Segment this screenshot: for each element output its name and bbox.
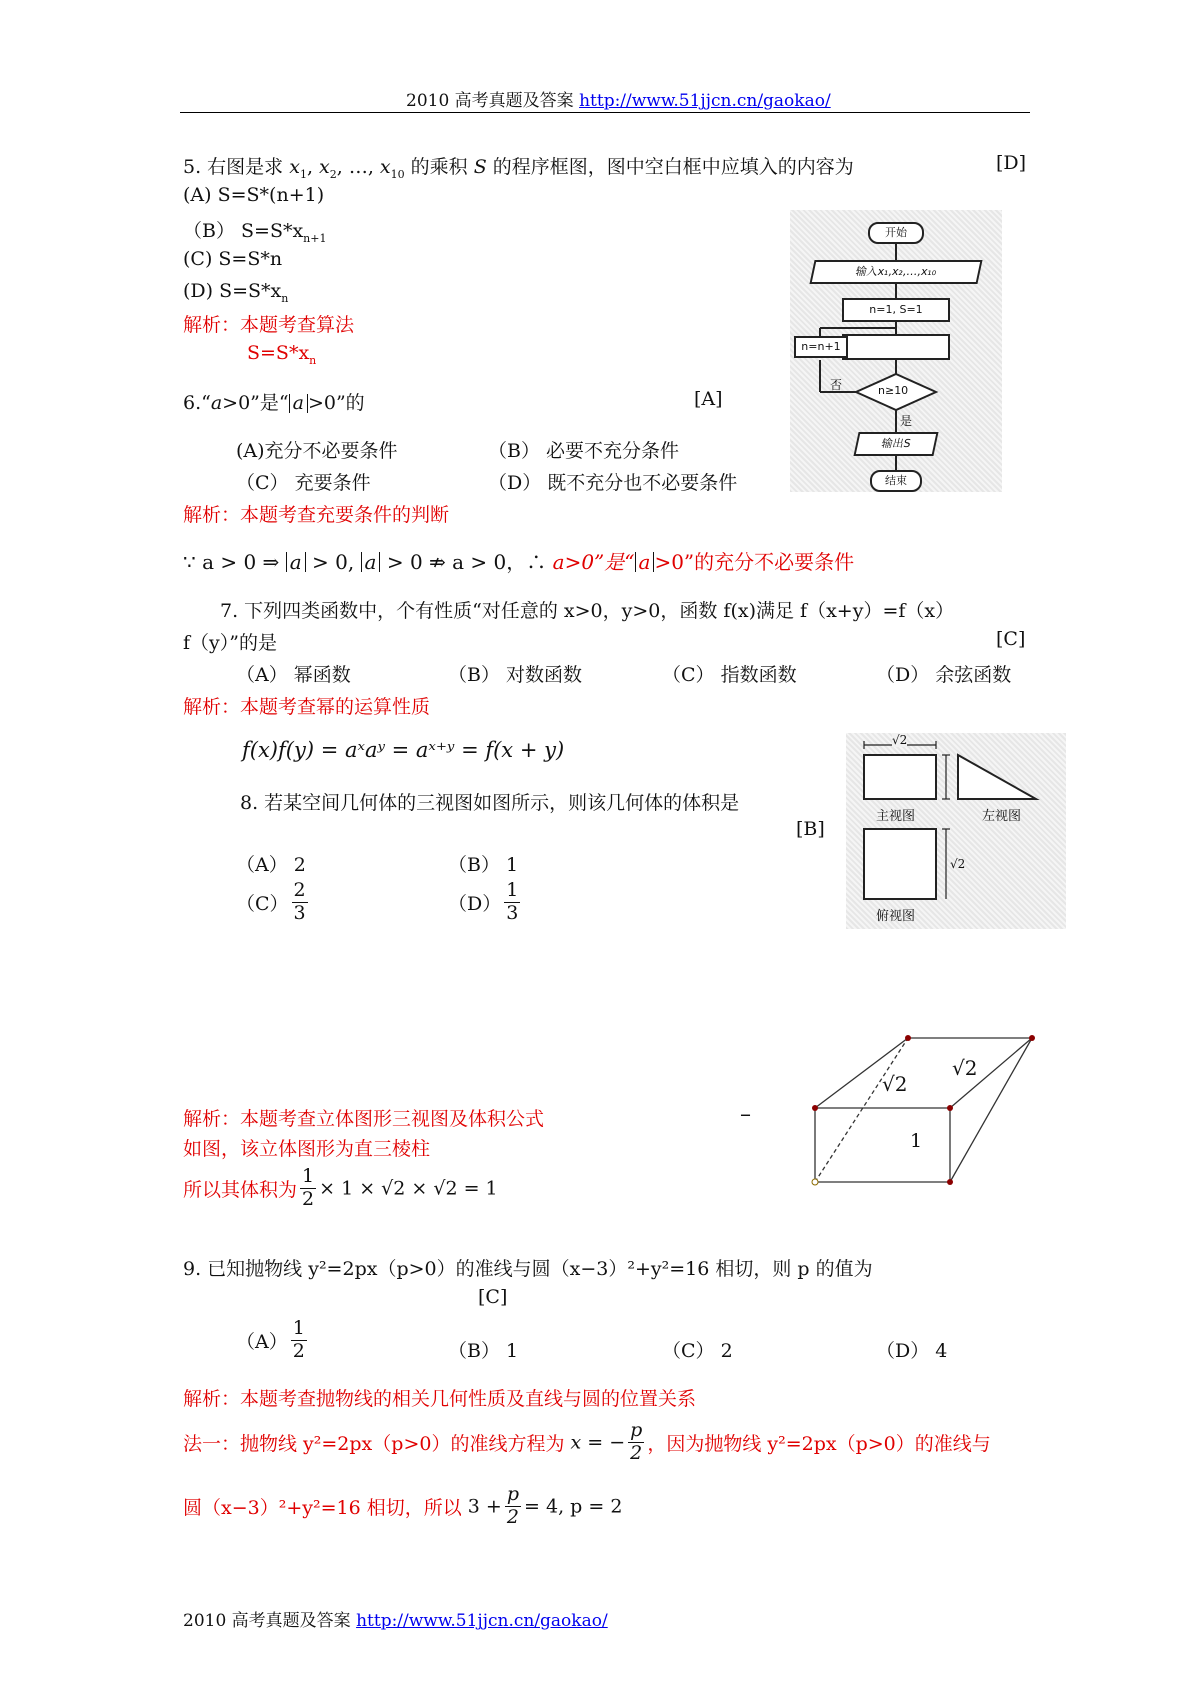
q8-option-c: （C） $\frac{2}{3}$ <box>236 879 306 924</box>
flow-cond: n≥10 <box>878 384 909 397</box>
flow-yes: 是 <box>900 414 913 428</box>
q5-solution: $S=S*x_n$ <box>247 342 317 367</box>
view-dim-bottom: √2 <box>950 857 966 871</box>
flow-blank-box <box>842 334 950 360</box>
view-front-label: 主视图 <box>876 809 916 824</box>
flow-start: 开始 <box>868 222 924 244</box>
q7-option-c: （C） 指数函数 <box>662 664 797 686</box>
q9-method1: 法一：抛物线 y²=2px（p>0）的准线方程为 x = − $\frac{p}{2}$ ，因为抛物线 y²=2px（p>0）的准线与 <box>183 1419 991 1464</box>
q8-answer: [B] <box>796 818 825 840</box>
q7-answer: [C] <box>996 628 1026 650</box>
q8-option-d: （D） $\frac{1}{3}$ <box>448 879 519 924</box>
header-link[interactable]: http://www.51jjcn.cn/gaokao/ <box>579 91 831 111</box>
q8-stem: 8. 若某空间几何体的三视图如图所示，则该几何体的体积是 <box>240 792 740 814</box>
q7-stem-line2: f（y）”的是 <box>183 632 277 654</box>
q8-option-b: （B） 1 <box>448 854 519 876</box>
q8-option-a: （A） 2 <box>236 854 306 876</box>
q7-analysis: 解析：本题考查幂的运算性质 <box>183 696 431 718</box>
prism-label-one: 1 <box>910 1130 923 1152</box>
q6-option-d: （D） 既不充分也不必要条件 <box>488 472 738 494</box>
q8-analysis: 解析：本题考查立体图形三视图及体积公式 <box>183 1108 545 1130</box>
q5-stem: 5. 右图是求 $x_1$, $x_2$, …, $x_{10}$ 的乘积 S 的程序框图，图中空白框中应填入的内容为 <box>183 156 854 181</box>
page-footer <box>183 1606 608 1631</box>
three-views-figure <box>846 733 1066 929</box>
flow-init: n=1, S=1 <box>842 298 950 322</box>
q7-formula: f(x)f(y) = aˣaʸ = aˣ⁺ʸ = f(x + y) <box>242 738 565 762</box>
flow-increment: n=n+1 <box>794 336 848 358</box>
q9-analysis: 解析：本题考查抛物线的相关几何性质及直线与圆的位置关系 <box>183 1388 697 1410</box>
q7-option-a: （A） 幂函数 <box>236 664 351 686</box>
flow-output: 输出S <box>853 432 938 456</box>
header-text: 2010 高考真题及答案 <box>406 91 574 111</box>
q5-option-b: （B） $S=S*x_{n+1}$ <box>183 220 327 245</box>
q9-answer: [C] <box>478 1286 508 1308</box>
q5-option-d: (D) $S=S*x_n$ <box>183 280 289 305</box>
q9-method1-cont: 圆（x−3）²+y²=16 相切，所以 3 + $\frac{p}{2}$ = 4, p = 2 <box>183 1483 623 1528</box>
prism-figure <box>800 1030 1040 1210</box>
q6-analysis: 解析：本题考查充要条件的判断 <box>183 504 450 526</box>
footer-link[interactable]: http://www.51jjcn.cn/gaokao/ <box>356 1611 608 1631</box>
view-top-label: 俯视图 <box>876 909 916 924</box>
view-dim-top: √2 <box>892 733 908 747</box>
q9-option-c: （C） 2 <box>662 1340 733 1362</box>
q8-line2: 如图，该立体图形为直三棱柱 <box>183 1138 431 1160</box>
flowchart-figure <box>790 210 1002 492</box>
q6-option-a: (A)充分不必要条件 <box>236 440 398 462</box>
q5-analysis: 解析：本题考查算法 <box>183 314 355 336</box>
q5-option-c: (C) S=S*n <box>183 248 283 270</box>
q6-option-b: （B） 必要不充分条件 <box>488 440 680 462</box>
prism-label-sqrt2-a: √2 <box>882 1072 908 1096</box>
q5-option-a: (A) S=S*(n+1) <box>183 184 325 206</box>
q7-option-d: （D） 余弦函数 <box>876 664 1012 686</box>
q5-answer: [D] <box>996 152 1027 174</box>
q7-option-b: （B） 对数函数 <box>448 664 583 686</box>
three-views-lines <box>846 733 1066 929</box>
q6-option-c: （C） 充要条件 <box>236 472 371 494</box>
prism-label-sqrt2-b: √2 <box>952 1056 978 1080</box>
flow-end: 结束 <box>870 470 922 492</box>
page-header <box>406 86 831 111</box>
flow-no: 否 <box>830 378 843 392</box>
q8-dash: – <box>740 1102 751 1127</box>
q7-stem-line1: 7. 下列四类函数中，个有性质“对任意的 x>0，y>0，函数 f(x)满足 f（x+y）=f（x） <box>220 600 955 622</box>
q9-stem: 9. 已知抛物线 y²=2px（p>0）的准线与圆（x−3）²+y²=16 相切，则 p 的值为 <box>183 1258 873 1280</box>
q6-stem: 6.“a>0”是“ a >0”的 <box>183 392 365 414</box>
view-left-label: 左视图 <box>982 809 1022 824</box>
footer-text: 2010 高考真题及答案 <box>183 1611 351 1631</box>
q6-answer: [A] <box>694 388 723 410</box>
flow-input: 输入x₁,x₂,…,x₁₀ <box>809 260 982 284</box>
q9-option-b: （B） 1 <box>448 1340 519 1362</box>
header-rule <box>180 112 1030 113</box>
q9-option-a: （A） $\frac{1}{2}$ <box>236 1317 305 1362</box>
q8-line3: 所以其体积为 $\frac{1}{2}$ × 1 × √2 × √2 = 1 <box>183 1165 498 1210</box>
q9-option-d: （D） 4 <box>876 1340 948 1362</box>
q6-proof: ∵ a > 0 ⇒ a > 0, a > 0 ⇏ a > 0，∴ a>0”是“ a >0”的充分不必要条件 <box>183 550 855 574</box>
